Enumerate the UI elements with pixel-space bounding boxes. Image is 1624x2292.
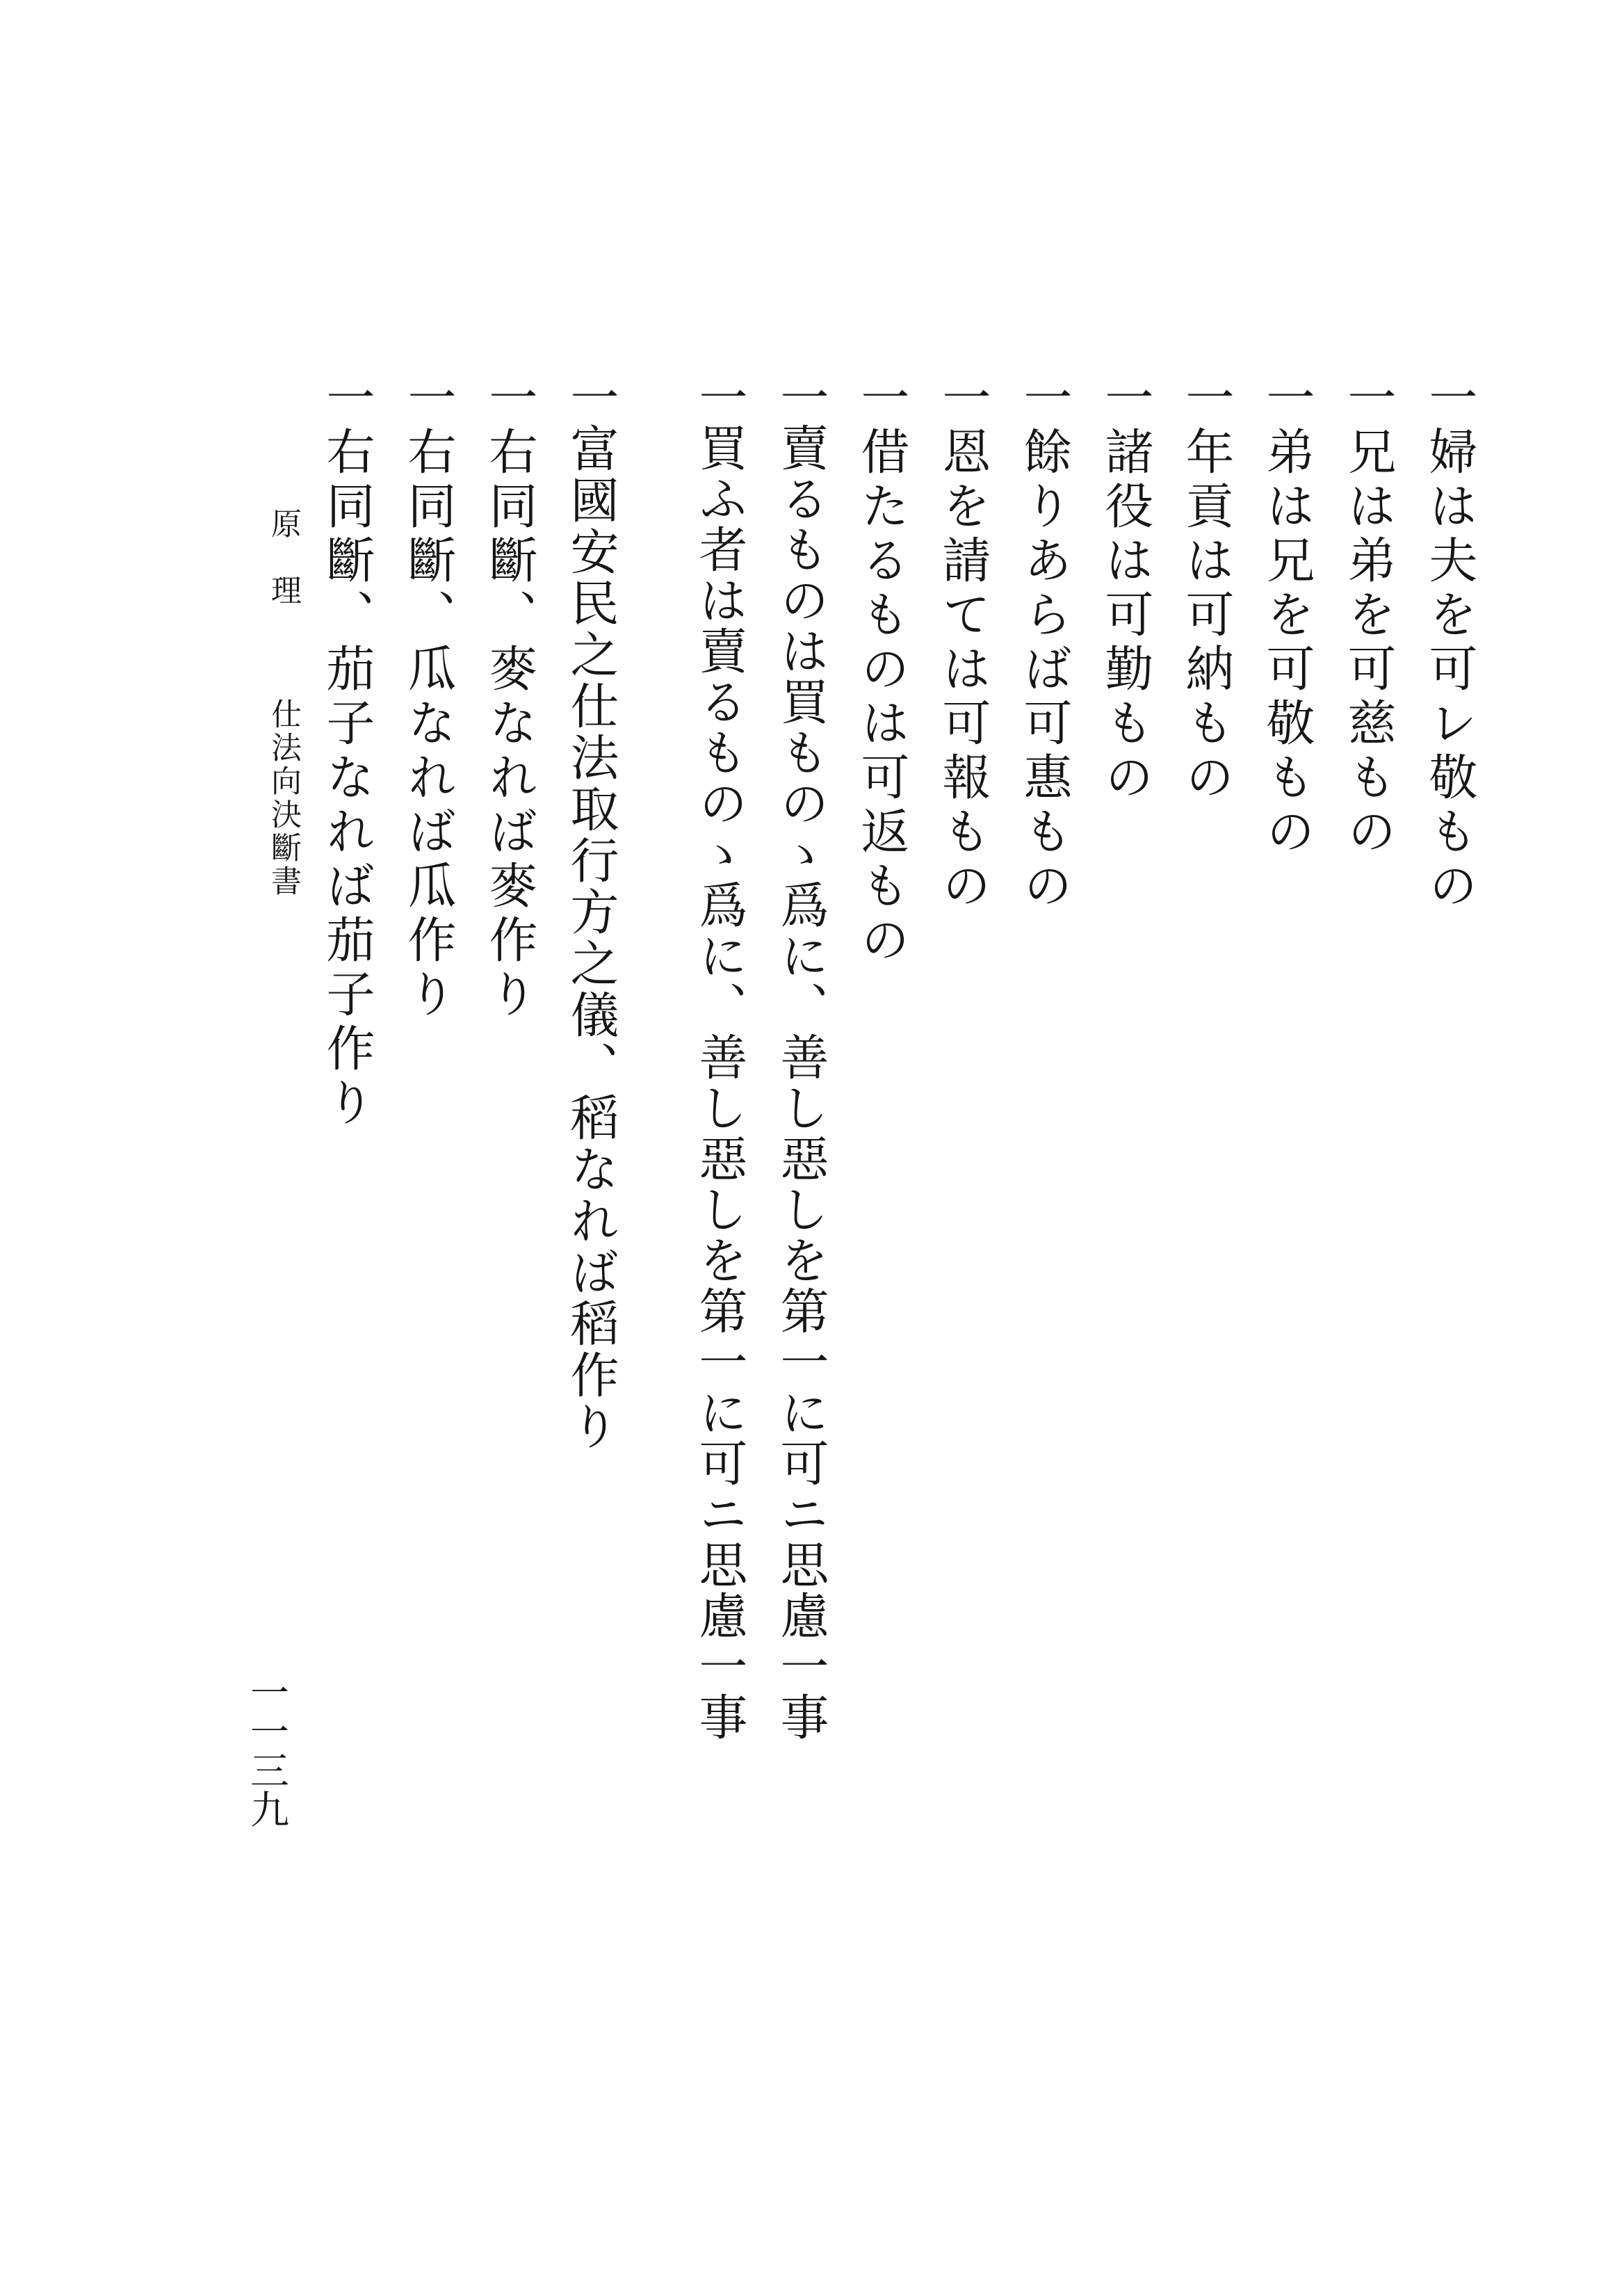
text-line-3: 一弟は兄を可敬もの — [1258, 372, 1315, 860]
text-line-4: 一年貢は可納もの — [1178, 372, 1235, 806]
text-line-11: 一富國安民之仕法取行方之儀、稻なれば稻作り — [562, 372, 619, 1453]
text-line-5: 一諸役は可勤もの — [1097, 372, 1154, 806]
text-line-10: 一買ふ者は賣るものゝ爲に、善し惡しを第一に可ニ思慮一事 — [691, 372, 748, 1743]
text-line-8: 一借たるものは可返もの — [853, 372, 910, 969]
running-head — [266, 508, 301, 898]
text-line-9: 一賣るものは買ものゝ爲に、善し惡しを第一に可ニ思慮一事 — [772, 372, 829, 1743]
text-line-7: 一恩を請ては可報もの — [934, 372, 991, 914]
text-line-14: 一右同斷、茄子なれば茄子作り — [318, 372, 375, 1131]
text-line-13: 一右同斷、瓜なれば瓜作り — [400, 372, 457, 1023]
text-line-6: 一餘りあらば可惠もの — [1016, 372, 1073, 914]
text-line-12: 一右同斷、麥なれば麥作り — [481, 372, 538, 1023]
text-line-2: 一兄は弟を可慈もの — [1340, 372, 1397, 860]
running-head-title: 仕法向決斷書 — [266, 698, 301, 898]
text-line-1: 一婦は夫を可レ敬もの — [1421, 372, 1478, 914]
page-number: 一一三九 — [244, 1672, 289, 1828]
running-head-section: 原 理 — [266, 508, 301, 608]
